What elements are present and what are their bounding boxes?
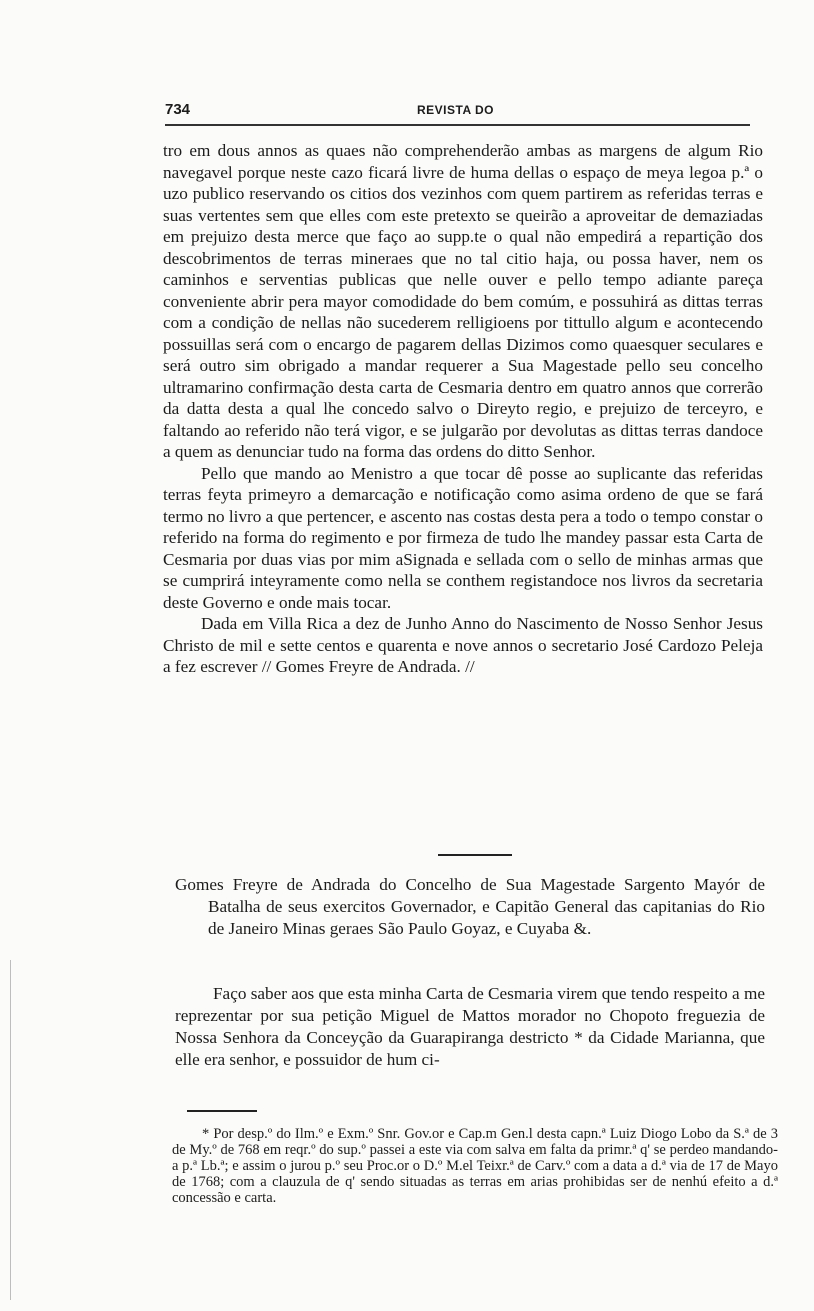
body-paragraph: Dada em Villa Rica a dez de Junho Anno do Nascimento de Nosso Senhor Jesus Christo de mil e sette centos e quarenta e nove annos o secretario José Cardozo Peleja a fez escrever // Gomes Freyre de Andrada. // [163, 614, 763, 676]
body-paragraph: Faço saber aos que esta minha Carta de Cesmaria virem que tendo respeito a me reprezentar por sua petição Miguel de Mattos morador no Chopoto freguezia de Nossa Senhora da Conceyção da Guarapiranga destricto * da Cidade Marianna, que elle era senhor, e possuidor de hum ci- [175, 984, 765, 1069]
main-text [163, 140, 763, 678]
section-divider [438, 854, 512, 856]
page-header [165, 101, 750, 125]
body-paragraph: Pello que mando ao Menistro a que tocar dê posse ao suplicante das referidas terras feyta primeyro a demarcação e notificação como asima ordeno de que se fará termo no livro a que pertencer, e ascento nas costas desta pera a todo o tempo constar o referido na forma do regimento e por firmeza de tudo lhe mandey passar esta Carta de Cesmaria por duas vias por mim aSignada e sellada com o sello de minhas armas que se cumprirá inteyramente como nella se conthem registandoce nos livros da secretaria deste Governo e onde mais tocar. [163, 463, 763, 612]
second-text [175, 983, 765, 1071]
page-number: 734 [165, 101, 191, 118]
heading-paragraph: Gomes Freyre de Andrada do Concelho de Sua Magestade Sargento Mayór de Batalha de seus exercitos Governador, e Capitão General das capitanias do Rio de Janeiro Minas geraes São Paulo Goyaz, e Cuyaba &. [175, 875, 765, 938]
footnote-text: * Por desp.º do Ilm.º e Exm.º Snr. Gov.or e Cap.m Gen.l desta capn.ª Luiz Diogo Lobo da S.ª de 3 de My.º de 768 em reqr.º do sup.º passei a este via com salva em falta da primr.ª q' se perdeo mandando-a p.ª Lb.ª; e assim o jurou p.º seu Proc.or o D.º M.el Teixr.ª de Carv.º com a data a d.ª via de 17 de Mayo de 1768; com a clauzula de q' sendo situadas as terras em arias prohibidas ser de nenhú efeito a d.ª concessão e carta. [172, 1126, 778, 1206]
body-paragraph: tro em dous annos as quaes não comprehenderão ambas as margens de algum Rio navegavel porque neste cazo ficará livre de huma dellas o espaço de meya legoa p.ª o uzo publico reservando os citios dos vezinhos com quem partirem as referidas terras e suas vertentes sem que elles com este pretexto se queirão a aproveitar de demaziadas em prejuizo desta merce que faço ao supp.te o qual não empedirá a repartição dos descobrimentos de terras mineraes que no tal citio haja, ou possa haver, nem os caminhos e serventias publicas que nelle ouver e pello tempo adiante pareça conveniente abrir pera mayor comodidade do bem comúm, e possuhirá as dittas terras com a condição de nellas não sucederem relligioens por tittullo algum e acontecendo possuillas será com o encargo de pagarem dellas Dizimos como quaesquer seculares e será outro sim obrigado a mandar requerer a Sua Magestade pello seu concelho ultramarino confirmação desta carta de Cesmaria dentro em quatro annos que correrão da datta desta a qual lhe concedo salvo o Direyto regio, e prejuizo de terceyro, e faltando ao referido não terá vigor, e se julgarão por devolutas as dittas terras dandoce a quem as denunciar tudo na forma das ordens do ditto Senhor. [163, 141, 763, 461]
header-rule [165, 124, 750, 126]
running-head: REVISTA DO [417, 103, 495, 117]
footnote-rule [187, 1110, 257, 1112]
footnote [172, 1126, 778, 1206]
section-heading [175, 874, 765, 940]
page-edge-shadow [10, 960, 11, 1300]
